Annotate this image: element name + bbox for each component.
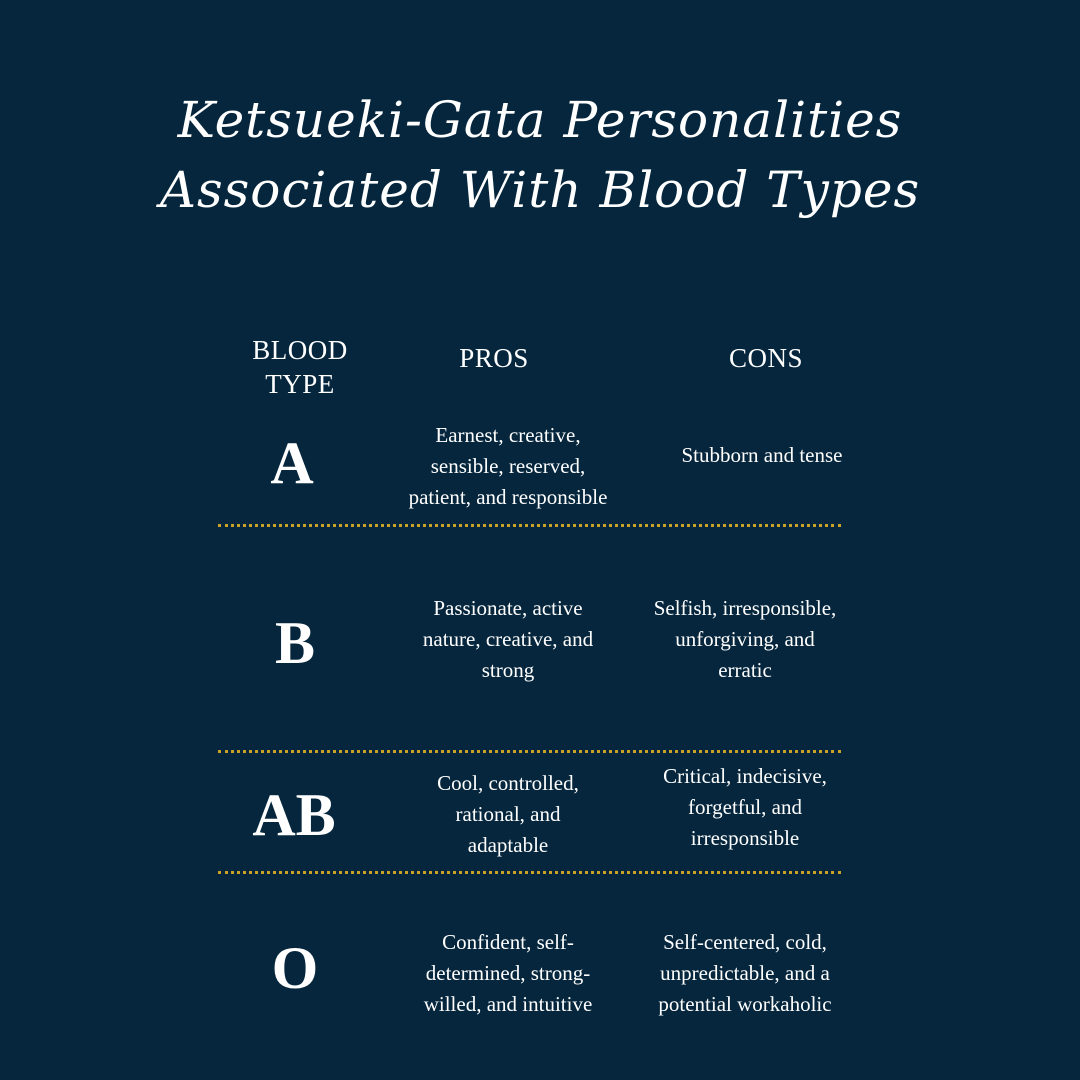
- pros-b-line-1: Passionate, active: [433, 596, 583, 620]
- cons-header: CONS: [728, 343, 804, 373]
- pros-a-line-3: patient, and responsible: [408, 485, 608, 509]
- blood-type-o: O: [271, 935, 319, 1001]
- pros-o-line-3: willed, and intuitive: [423, 992, 593, 1016]
- cons-o-line-1: Self-centered, cold,: [663, 930, 827, 954]
- cons-o-line-2: unpredictable, and a: [660, 961, 830, 985]
- cons-b-line-1: Selfish, irresponsible,: [653, 596, 837, 620]
- blood-type-ab: AB: [252, 782, 336, 848]
- pros-b-line-3: strong: [481, 658, 535, 682]
- cons-b: [620, 593, 870, 686]
- blood-type-header: [200, 333, 400, 401]
- cons-ab: [620, 761, 870, 854]
- pros-ab-line-2: rational, and: [455, 802, 561, 826]
- pros-o-line-1: Confident, self-: [442, 930, 574, 954]
- blood-type-header-line-2: TYPE: [265, 369, 335, 399]
- page-title-line-1: Ketsueki-Gata Personalities: [177, 91, 903, 149]
- blood-type-a: A: [270, 430, 314, 496]
- cons-a: [637, 440, 887, 471]
- pros-o: [383, 927, 633, 1020]
- cons-o-line-3: potential workaholic: [658, 992, 832, 1016]
- pros-header: PROS: [459, 343, 529, 373]
- pros-b-line-2: nature, creative, and: [422, 627, 594, 651]
- pros-ab-line-3: adaptable: [467, 833, 549, 857]
- pros-b: [383, 593, 633, 686]
- row-divider-3: [218, 871, 841, 874]
- pros-ab: [383, 768, 633, 861]
- cons-ab-line-2: forgetful, and: [688, 795, 802, 819]
- cons-o: [620, 927, 870, 1020]
- blood-type-b: B: [274, 610, 316, 676]
- page-title-line-2: Associated With Blood Types: [159, 161, 921, 219]
- row-divider-2: [218, 750, 841, 753]
- pros-a: [383, 420, 633, 513]
- pros-ab-line-1: Cool, controlled,: [437, 771, 579, 795]
- cons-ab-line-1: Critical, indecisive,: [663, 764, 827, 788]
- pros-a-line-1: Earnest, creative,: [435, 423, 581, 447]
- row-divider-1: [218, 524, 841, 527]
- blood-type-header-line-1: BLOOD: [252, 335, 348, 365]
- pros-a-line-2: sensible, reserved,: [430, 454, 586, 478]
- pros-o-line-2: determined, strong-: [425, 961, 591, 985]
- cons-a-line-1: Stubborn and tense: [681, 443, 843, 467]
- cons-b-line-3: erratic: [718, 658, 772, 682]
- cons-b-line-2: unforgiving, and: [675, 627, 815, 651]
- cons-ab-line-3: irresponsible: [690, 826, 800, 850]
